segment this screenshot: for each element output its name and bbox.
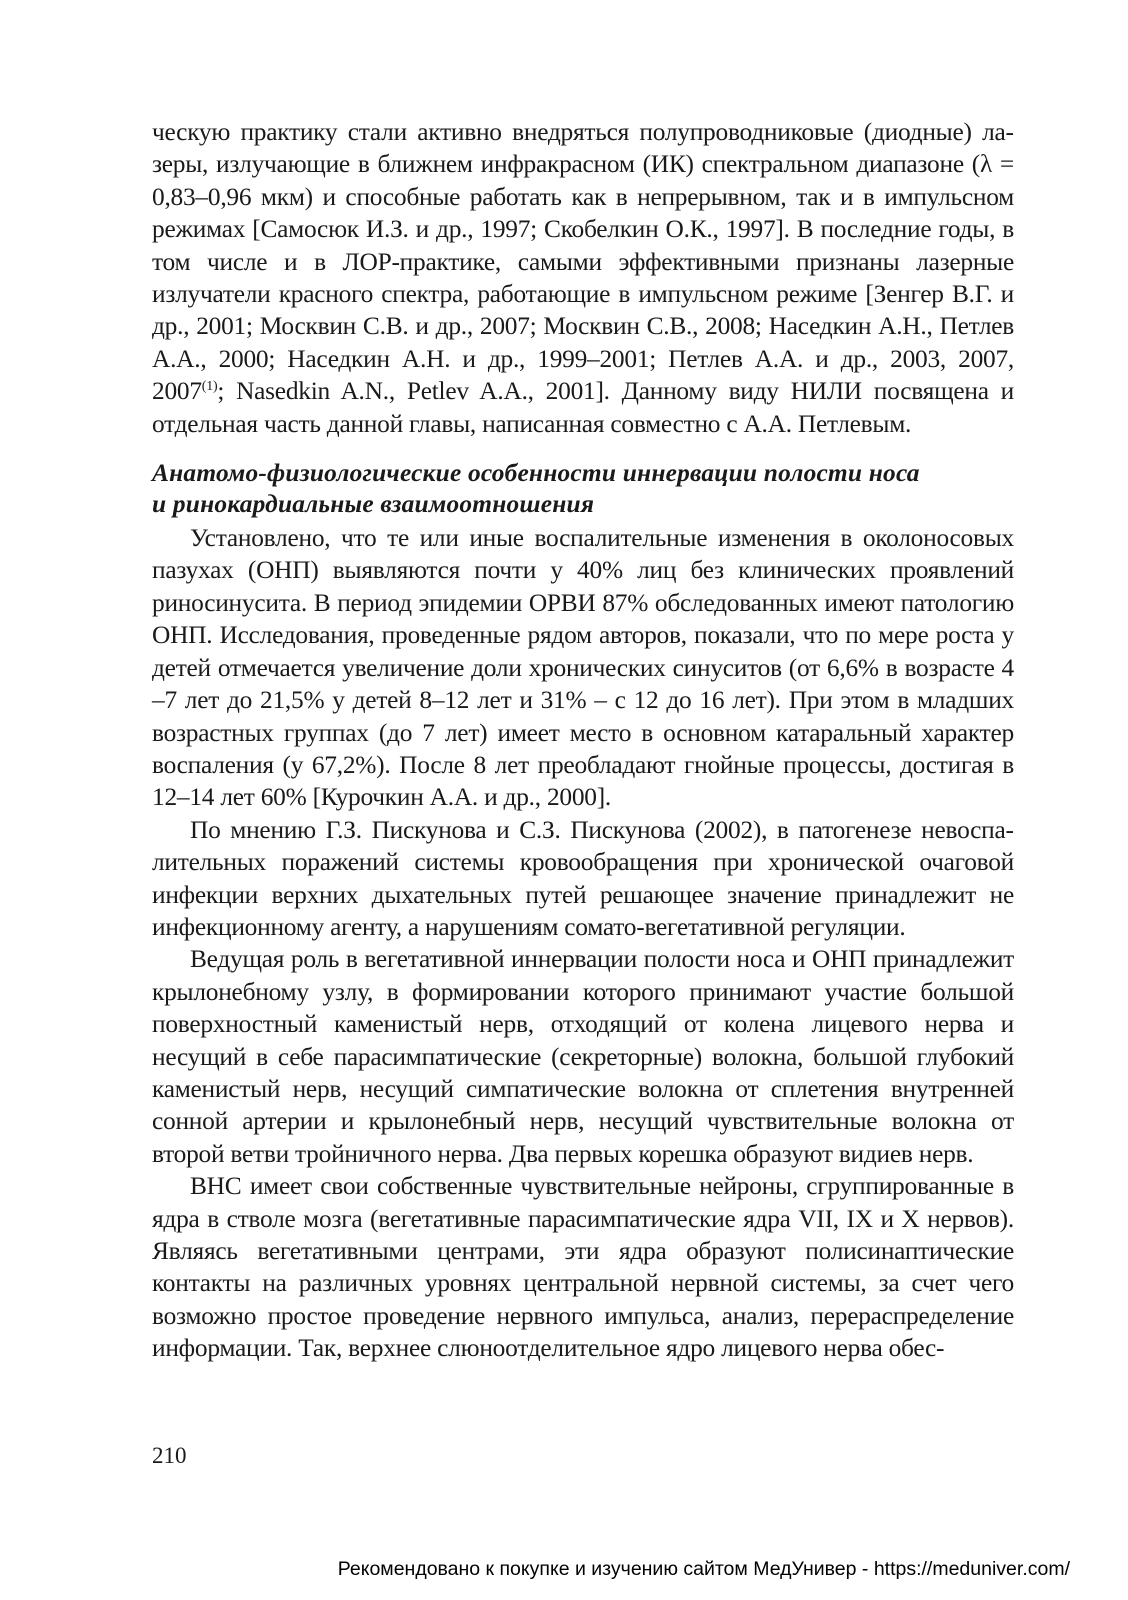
intro-paragraph [152,116,1014,440]
paragraph-piskunov-opinion: По мнению Г.З. Пискунова и С.З. Пискунова (2002), в патогенезе невоспалительных поражений системы кровообращения при хронической очаговой инфекции верхних дыхательных путей решающее значение принадлежит не инфекционному агенту, а нарушениям сомато-вегетативной регуляции. [152,815,1014,941]
intro-paragraph-end: ; Nasedkin A.N., Petlev A.A., 2001]. Данному виду НИЛИ посвящена и отдельная часть данной главы, написанная совместно с А.А. Петлевым. [152,377,1014,438]
intro-paragraph-text: ческую практику стали активно внедряться полупроводниковые (диодные) лазеры, излучающие в ближнем инфракрасном (ИК) спектральном диапазоне (λ = 0,83–0,96 мкм) и способные работать как в непрерывном, так и в импульсном режимах [Самосюк И.З. и др., 1997; Скобелкин О.К., 1997]. В последние годы, в том числе и в ЛОР-практике, самыми эффективными признаны лазерные излучатели красного спектра, работающие в импульсном режиме [Зенгер В.Г. и др., 2001; Москвин С.В. и др., 2007; Москвин С.В., 2008; Наседкин А.Н., Петлев А.А., 2000; Наседкин А.Н. и др., 1999–2001; Петлев А.А. и др., 2003, 2007, 2007 [152,118,1014,406]
page-body [152,116,1014,1365]
section-heading [152,458,1014,520]
footer-recommendation-note: Рекомендовано к покупке и изучению сайтом МедУнивер - https://meduniver.com/ [337,1558,1070,1580]
section-heading-line-2: и ринокардиальные взаимоотношения [152,490,595,519]
paragraph-pterygopalatine-ganglion: Ведущая роль в вегетативной иннервации полости носа и ОНП принадлежит крылонебному узлу, в формировании которого принимают участие большой поверхностный каменистый нерв, отходящий от колена лицевого нерва и несущий в себе парасимпатические (секреторные) волокна, большой глубокий каменистый нерв, несущий симпатические волокна от сплетения внутренней сонной артерии и крылонебный нерв, несущий чувствительные волокна от второй ветви тройничного нерва. Два первых корешка образуют видиев нерв. [152,945,1014,1168]
section-heading-line-1: Анатомо-физиологические особенности иннервации полости носа [152,459,920,488]
page-number: 210 [152,1443,187,1468]
citation-superscript: (1) [201,379,218,395]
paragraph-sinus-inflammation: Установлено, что те или иные воспалительные изменения в околоносовых пазухах (ОНП) выявляются почти у 40% лиц без клинических проявлений риносинусита. В период эпидемии ОРВИ 87% обследованных имеют патологию ОНП. Исследования, проведенные рядом авторов, показали, что по мере роста у детей отмечается увеличение доли хронических синуситов (от 6,6% в возрасте 4 –7 лет до 21,5% у детей 8–12 лет и 31% – с 12 до 16 лет). При этом в младших возрастных группах (до 7 лет) имеет место в основном катаральный характер воспаления (у 67,2%). После 8 лет преобладают гнойные процессы, достигая в 12–14 лет 60% [Курочкин А.А. и др., 2000]. [152,524,1014,812]
paragraph-autonomic-nervous-system: ВНС имеет свои собственные чувствительные нейроны, сгруппированные в ядра в стволе мозга (вегетативные парасимпатические ядра VII, IX и X нервов). Являясь вегетативными центрами, эти ядра образуют полисинаптические контакты на различных уровнях центральной нервной системы, за счет чего возможно простое проведение нервного импульса, анализ, перераспределение информации. Так, верхнее слюноотделительное ядро лицевого нерва обес- [152,1172,1014,1363]
